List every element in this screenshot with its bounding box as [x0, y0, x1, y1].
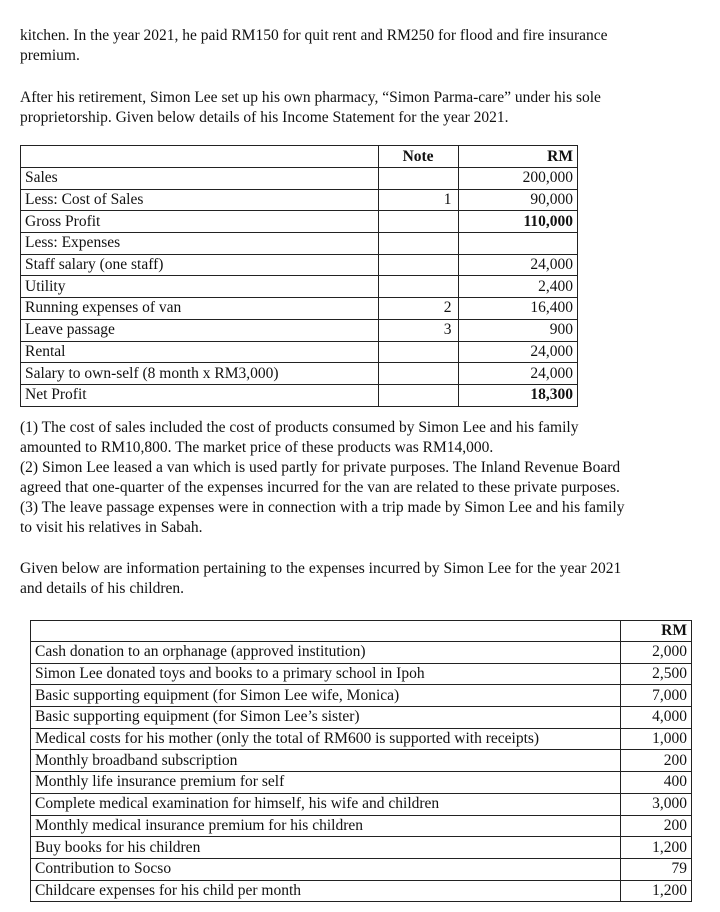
expenses-intro-line: and details of his children. [20, 580, 184, 597]
income-row-amount: 110,000 [458, 211, 577, 233]
expenses-header-blank [31, 621, 621, 642]
expense-amount: 400 [620, 772, 692, 794]
expenses-amount-header: RM [620, 621, 692, 642]
income-row-label: Gross Profit [21, 211, 379, 233]
expense-amount: 3,000 [620, 793, 692, 815]
note-line: to visit his relatives in Sabah. [20, 519, 203, 536]
note-line: (3) The leave passage expenses were in connection with a trip made by Simon Lee and his family [20, 499, 625, 516]
intro-line: kitchen. In the year 2021, he paid RM150 for quit rent and RM250 for flood and fire insurance [20, 27, 608, 44]
income-row [21, 233, 578, 255]
expense-label: Cash donation to an orphanage (approved institution) [31, 642, 621, 664]
expense-row [31, 858, 692, 880]
income-row-note [378, 211, 458, 233]
income-row-label: Staff salary (one staff) [21, 254, 379, 276]
income-row-label: Running expenses of van [21, 298, 379, 320]
income-row-amount: 24,000 [458, 363, 577, 385]
expense-row [31, 815, 692, 837]
note-line: (2) Simon Lee leased a van which is used partly for private purposes. The Inland Revenue Board [20, 459, 621, 476]
income-row-amount: 18,300 [458, 384, 577, 406]
expense-row [31, 707, 692, 729]
expense-amount: 7,000 [620, 685, 692, 707]
income-row-note [378, 341, 458, 363]
expense-amount: 200 [620, 815, 692, 837]
income-row-amount: 24,000 [458, 341, 577, 363]
income-row-label: Sales [21, 168, 379, 190]
income-row-note: 2 [378, 298, 458, 320]
expense-label: Monthly broadband subscription [31, 750, 621, 772]
income-row-amount: 24,000 [458, 254, 577, 276]
income-row [21, 276, 578, 298]
intro-paragraph [20, 26, 704, 66]
income-row-amount: 90,000 [458, 189, 577, 211]
income-row-label: Net Profit [21, 384, 379, 406]
income-row [21, 211, 578, 233]
expense-row [31, 772, 692, 794]
expense-amount: 1,200 [620, 837, 692, 859]
income-row-note [378, 168, 458, 190]
income-row [21, 341, 578, 363]
income-row-note [378, 254, 458, 276]
income-row-amount: 2,400 [458, 276, 577, 298]
expenses-intro-line: Given below are information pertaining to the expenses incurred by Simon Lee for the year 2021 [20, 560, 622, 577]
expense-amount: 79 [620, 858, 692, 880]
expense-label: Monthly medical insurance premium for his children [31, 815, 621, 837]
income-row [21, 189, 578, 211]
income-row-label: Less: Expenses [21, 233, 379, 255]
pharmacy-line: proprietorship. Given below details of his Income Statement for the year 2021. [20, 109, 509, 126]
expense-label: Medical costs for his mother (only the total of RM600 is supported with receipts) [31, 728, 621, 750]
income-row [21, 384, 578, 406]
income-row [21, 298, 578, 320]
income-row-note: 1 [378, 189, 458, 211]
expense-label: Complete medical examination for himself, his wife and children [31, 793, 621, 815]
income-row-note [378, 233, 458, 255]
expense-row [31, 728, 692, 750]
expense-row [31, 663, 692, 685]
expense-label: Contribution to Socso [31, 858, 621, 880]
income-row-amount: 200,000 [458, 168, 577, 190]
income-statement-table [20, 145, 578, 407]
income-row-amount [458, 233, 577, 255]
income-row-note [378, 276, 458, 298]
expense-amount: 2,500 [620, 663, 692, 685]
expense-row [31, 880, 692, 902]
note-line: amounted to RM10,800. The market price of these products was RM14,000. [20, 439, 494, 456]
income-row [21, 319, 578, 341]
expense-row [31, 750, 692, 772]
income-row-note [378, 363, 458, 385]
expenses-header-row [31, 621, 692, 642]
intro-line: premium. [20, 47, 80, 64]
income-row [21, 363, 578, 385]
income-header-blank [21, 146, 379, 168]
expense-amount: 1,200 [620, 880, 692, 902]
income-row-label: Utility [21, 276, 379, 298]
notes-paragraph [20, 418, 704, 538]
income-row-label: Leave passage [21, 319, 379, 341]
expense-label: Monthly life insurance premium for self [31, 772, 621, 794]
income-row-note: 3 [378, 319, 458, 341]
expense-label: Basic supporting equipment (for Simon Lee wife, Monica) [31, 685, 621, 707]
pharmacy-line: After his retirement, Simon Lee set up his own pharmacy, “Simon Parma-care” under his sole [20, 89, 601, 106]
income-header-row [21, 146, 578, 168]
expense-label: Simon Lee donated toys and books to a primary school in Ipoh [31, 663, 621, 685]
income-row-label: Rental [21, 341, 379, 363]
income-row-note [378, 384, 458, 406]
expense-row [31, 793, 692, 815]
expenses-table [30, 620, 692, 902]
note-line: agreed that one-quarter of the expenses incurred for the van are related to these private purposes. [20, 479, 620, 496]
income-row-label: Less: Cost of Sales [21, 189, 379, 211]
expense-label: Buy books for his children [31, 837, 621, 859]
income-row-amount: 16,400 [458, 298, 577, 320]
expense-amount: 200 [620, 750, 692, 772]
expense-row [31, 837, 692, 859]
note-line: (1) The cost of sales included the cost of products consumed by Simon Lee and his family [20, 419, 579, 436]
income-row [21, 168, 578, 190]
expense-amount: 4,000 [620, 707, 692, 729]
expense-amount: 2,000 [620, 642, 692, 664]
income-row [21, 254, 578, 276]
amount-column-header: RM [458, 146, 577, 168]
expenses-intro-paragraph [20, 559, 704, 599]
expense-row [31, 685, 692, 707]
expense-label: Basic supporting equipment (for Simon Lee’s sister) [31, 707, 621, 729]
expense-row [31, 642, 692, 664]
income-row-amount: 900 [458, 319, 577, 341]
expense-amount: 1,000 [620, 728, 692, 750]
note-column-header: Note [378, 146, 458, 168]
expense-label: Childcare expenses for his child per month [31, 880, 621, 902]
income-row-label: Salary to own-self (8 month x RM3,000) [21, 363, 379, 385]
pharmacy-paragraph [20, 88, 704, 128]
